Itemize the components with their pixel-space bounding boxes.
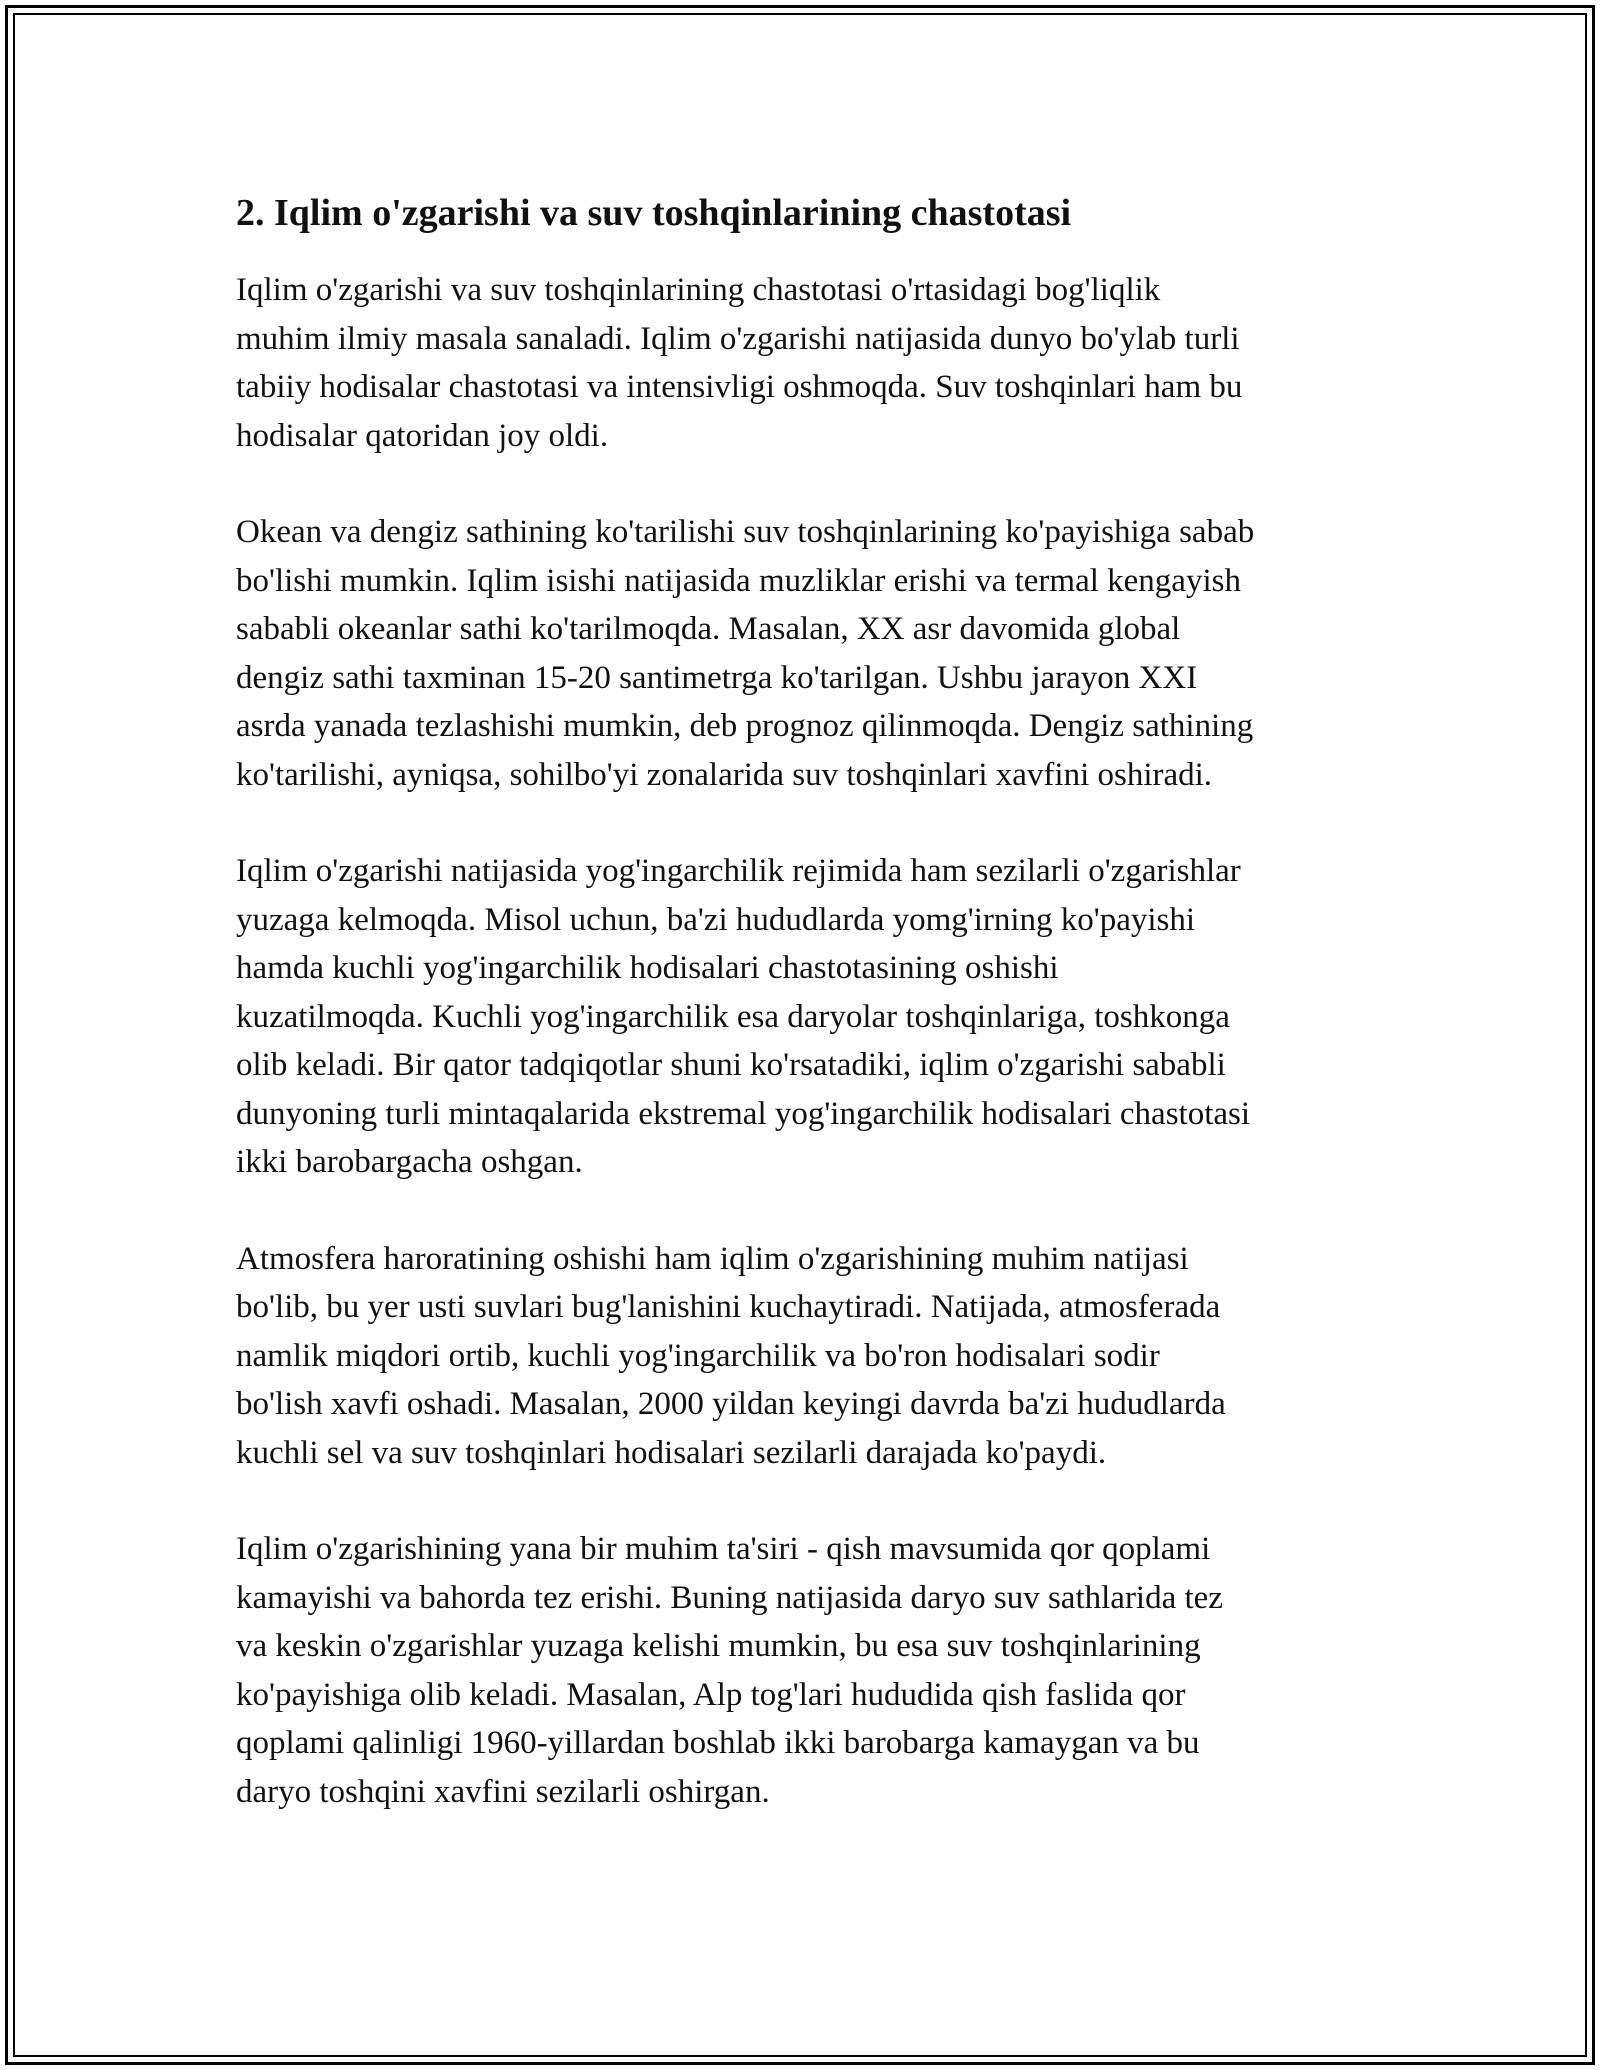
- paragraph-line: bo'lishi mumkin. Iqlim isishi natijasida muzliklar erishi va termal kengayish: [236, 562, 1241, 599]
- paragraph-line: hamda kuchli yog'ingarchilik hodisalari chastotasining oshishi: [236, 950, 1059, 986]
- paragraph-line: ikki barobargacha oshgan.: [236, 1144, 583, 1180]
- paragraph: [236, 1525, 1366, 1816]
- paragraph-line: Atmosfera haroratining oshishi ham iqlim o'zgarishining muhim natijasi: [236, 1240, 1189, 1277]
- paragraph-line: Iqlim o'zgarishining yana bir muhim ta'siri - qish mavsumida qor qoplami: [236, 1531, 1211, 1567]
- paragraph: [236, 266, 1366, 460]
- paragraph-line: asrda yanada tezlashishi mumkin, deb prognoz qilinmoqda. Dengiz sathining: [236, 708, 1254, 744]
- paragraph-line: Iqlim o'zgarishi natijasida yog'ingarchilik rejimida ham sezilarli o'zgarishlar: [236, 853, 1241, 889]
- paragraph-line: namlik miqdori ortib, kuchli yog'ingarchilik va bo'ron hodisalari sodir: [236, 1337, 1160, 1374]
- paragraph-line: sababli okeanlar sathi ko'tarilmoqda. Masalan, XX asr davomida global: [236, 611, 1181, 647]
- paragraph-line: daryo toshqini xavfini sezilarli oshirgan.: [236, 1773, 770, 1810]
- paragraph: [236, 508, 1366, 799]
- paragraph-line: kamayishi va bahorda tez erishi. Buning natijasida daryo suv sathlarida tez: [236, 1579, 1223, 1616]
- paragraph-line: hodisalar qatoridan joy oldi.: [236, 417, 609, 454]
- paragraph: [236, 1235, 1366, 1478]
- section-title: 2. Iqlim o'zgarishi va suv toshqinlarining chastotasi: [236, 192, 1072, 234]
- paragraph-line: ko'payishiga olib keladi. Masalan, Alp tog'lari hududida qish faslida qor: [236, 1676, 1186, 1713]
- paragraph-line: va keskin o'zgarishlar yuzaga kelishi mumkin, bu esa suv toshqinlarining: [236, 1628, 1201, 1664]
- paragraph-line: ko'tarilishi, ayniqsa, sohilbo'yi zonalarida suv toshqinlari xavfini oshiradi.: [236, 756, 1213, 793]
- paragraph-line: qoplami qalinligi 1960-yillardan boshlab ikki barobarga kamaygan va bu: [236, 1725, 1200, 1761]
- paragraph-line: dengiz sathi taxminan 15-20 santimetrga ko'tarilgan. Ushbu jarayon XXI: [236, 659, 1198, 696]
- document-body: [236, 186, 1366, 1864]
- paragraph-line: olib keladi. Bir qator tadqiqotlar shuni ko'rsatadiki, iqlim o'zgarishi sababli: [236, 1047, 1226, 1083]
- paragraph-line: muhim ilmiy masala sanaladi. Iqlim o'zgarishi natijasida dunyo bo'ylab turli: [236, 320, 1240, 357]
- paragraph-line: bo'lib, bu yer usti suvlari bug'lanishini kuchaytiradi. Natijada, atmosferada: [236, 1289, 1221, 1325]
- paragraph-line: kuchli sel va suv toshqinlari hodisalari sezilarli darajada ko'paydi.: [236, 1434, 1107, 1471]
- paragraph-line: kuzatilmoqda. Kuchli yog'ingarchilik esa daryolar toshqinlariga, toshkonga: [236, 998, 1230, 1035]
- paragraph-line: Okean va dengiz sathining ko'tarilishi suv toshqinlarining ko'payishiga sabab: [236, 514, 1255, 550]
- paragraph-line: dunyoning turli mintaqalarida ekstremal yog'ingarchilik hodisalari chastotasi: [236, 1095, 1251, 1132]
- paragraph-line: tabiiy hodisalar chastotasi va intensivligi oshmoqda. Suv toshqinlari ham bu: [236, 369, 1243, 405]
- paragraph: [236, 847, 1366, 1187]
- paragraph-line: Iqlim o'zgarishi va suv toshqinlarining chastotasi o'rtasidagi bog'liqlik: [236, 272, 1161, 308]
- paragraph-line: yuzaga kelmoqda. Misol uchun, ba'zi hududlarda yomg'irning ko'payishi: [236, 901, 1196, 938]
- paragraph-line: bo'lish xavfi oshadi. Masalan, 2000 yildan keyingi davrda ba'zi hududlarda: [236, 1386, 1226, 1422]
- paragraph-list: [236, 266, 1366, 1816]
